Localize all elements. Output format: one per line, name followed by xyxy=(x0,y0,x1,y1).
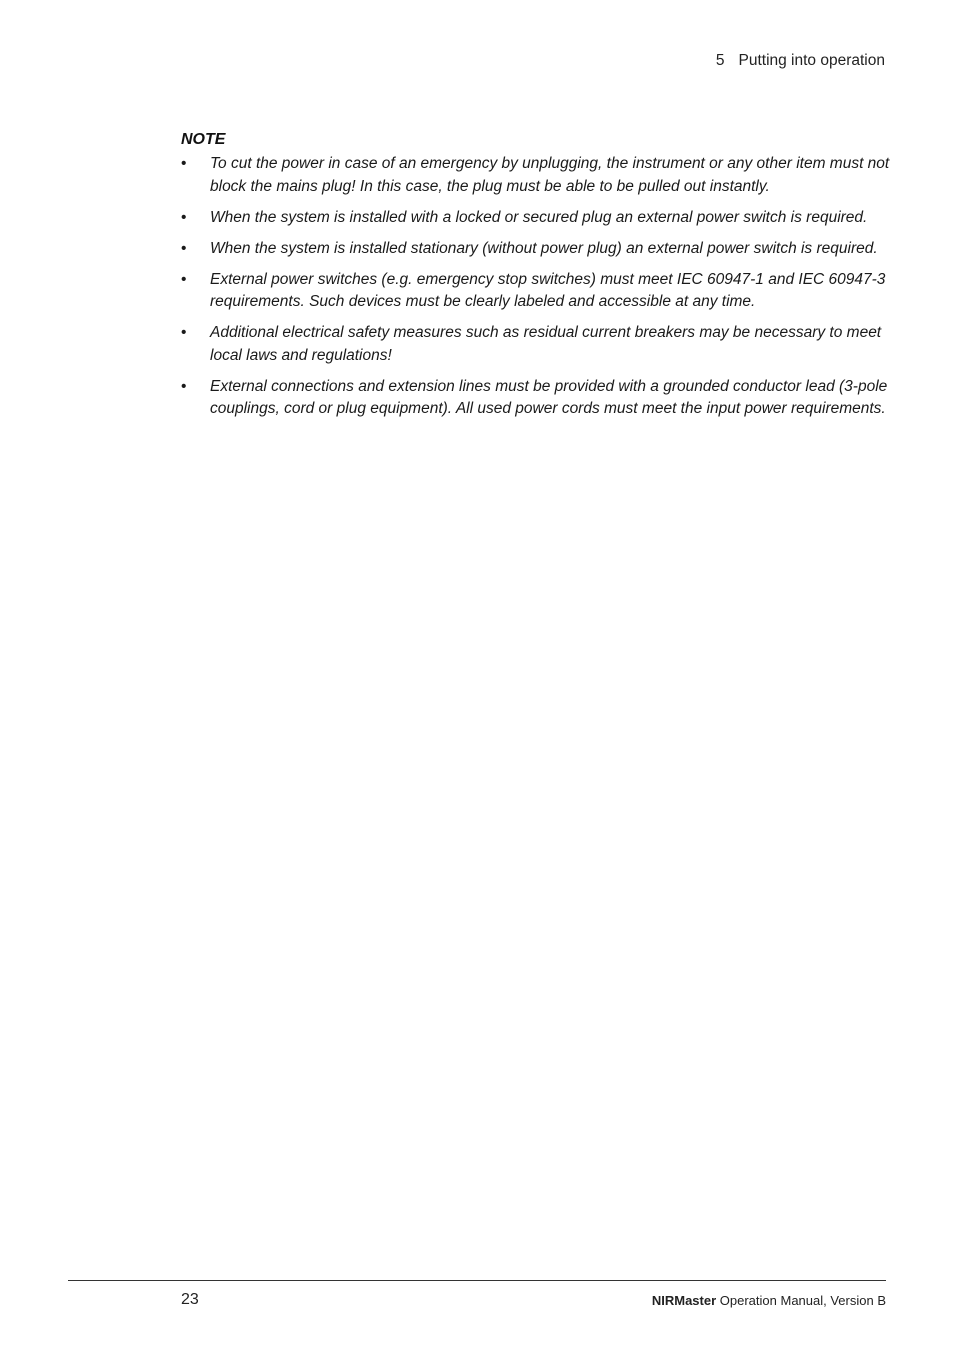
note-item-text: External connections and extension lines must be provided with a grounded conductor lead (3-pole couplings, cord or plug equipment). All used power cords must meet the input power requirements. xyxy=(210,377,888,417)
product-name: NIRMaster xyxy=(651,1293,717,1308)
note-list xyxy=(181,153,891,421)
note-item xyxy=(181,269,891,314)
page-number: 23 xyxy=(181,1291,199,1308)
note-title: NOTE xyxy=(181,131,226,148)
bullet-icon: • xyxy=(181,239,187,257)
note-item xyxy=(181,238,891,261)
bullet-icon: • xyxy=(181,324,187,341)
note-item xyxy=(181,153,891,198)
chapter-title: Putting into operation xyxy=(738,52,885,69)
note-item-text: Additional electrical safety measures such as residual current breakers may be necessary to meet local laws and regulations! xyxy=(210,324,882,364)
running-header xyxy=(716,52,885,70)
note-item xyxy=(181,322,891,367)
document-title: Operation Manual, Version B xyxy=(719,1293,886,1308)
note-item-text: When the system is installed with a locked or secured plug an external power switch is required. xyxy=(210,208,868,226)
bullet-icon: • xyxy=(181,377,187,395)
bullet-icon: • xyxy=(181,270,187,288)
bullet-icon: • xyxy=(181,208,187,226)
note-item xyxy=(181,376,891,421)
note-item-text: External power switches (e.g. emergency stop switches) must meet IEC 60947-1 and IEC 60947-3 requirements. Such devices must be clearly labeled and accessible at any time. xyxy=(210,270,886,310)
footer-divider xyxy=(68,1280,886,1281)
note-item-text: When the system is installed stationary (without power plug) an external power switch is required. xyxy=(210,239,878,257)
note-item-text: To cut the power in case of an emergency by unplugging, the instrument or any other item must not block the mains plug! In this case, the plug must be able to be pulled out instantly. xyxy=(210,155,890,195)
chapter-number: 5 xyxy=(715,52,725,69)
bullet-icon: • xyxy=(181,155,187,172)
note-section xyxy=(181,131,891,429)
note-item xyxy=(181,207,891,230)
footer-document-title xyxy=(652,1293,886,1308)
